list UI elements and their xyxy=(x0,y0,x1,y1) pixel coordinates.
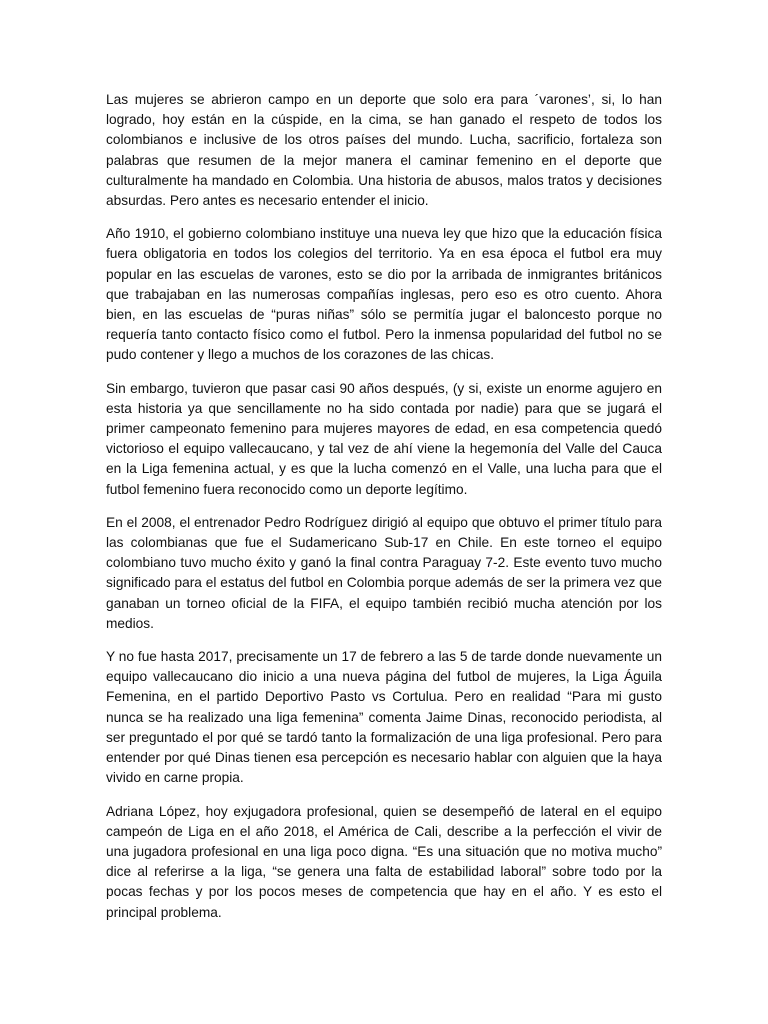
paragraph-first-championship: Sin embargo, tuvieron que pasar casi 90 años después, (y si, existe un enorme agujero en esta historia ya que sencillamente no ha sido contada por nadie) para que se jugará el primer campeonato femenino para mujeres mayores de edad, en esa competencia quedó victorioso el equipo vallecaucano, y tal vez de ahí viene la hegemonía del Valle del Cauca en la Liga femenina actual, y es que la lucha comenzó en el Valle, una lucha para que el futbol femenino fuera reconocido como un deporte legítimo. xyxy=(106,380,662,497)
document-page xyxy=(106,90,662,936)
paragraph-2008: En el 2008, el entrenador Pedro Rodríguez dirigió al equipo que obtuvo el primer título para las colombianas que fue el Sudamericano Sub-17 en Chile. En este torneo el equipo colombiano tuvo mucho éxito y ganó la final contra Paraguay 7-2. Este evento tuvo mucho significado para el estatus del futbol en Colombia porque además de ser la primera vez que ganaban un torneo oficial de la FIFA, el equipo también recibió mucha atención por los medios. xyxy=(106,514,662,631)
paragraph-2017: Y no fue hasta 2017, precisamente un 17 de febrero a las 5 de tarde donde nuevamente un equipo vallecaucano dio inicio a una nueva página del futbol de mujeres, la Liga Águila Femenina, en el partido Deportivo Pasto vs Cortulua. Pero en realidad “Para mi gusto nunca se ha realizado una liga femenina” comenta Jaime Dinas, reconocido periodista, al ser preguntado el por qué se tardó tanto la formalización de una liga profesional. Pero para entender por qué Dinas tienen esa percepción es necesario hablar con alguien que la haya vivido en carne propia. xyxy=(106,649,662,786)
paragraph-adriana-lopez: Adriana López, hoy exjugadora profesional, quien se desempeñó de lateral en el equipo campeón de Liga en el año 2018, el América de Cali, describe a la perfección el vivir de una jugadora profesional en una liga poco digna. “Es una situación que no motiva mucho” dice al referirse a la liga, “se genera una falta de estabilidad laboral” sobre todo por la pocas fechas y por los pocos meses de competencia que hay en el año. Y es esto el principal problema. xyxy=(106,803,662,920)
paragraph-intro: Las mujeres se abrieron campo en un deporte que solo era para ´varones’, si, lo han logrado, hoy están en la cúspide, en la cima, se han ganado el respeto de todos los colombianos e inclusive de los otros países del mundo. Lucha, sacrificio, fortaleza son palabras que resumen de la mejor manera el caminar femenino en el deporte que culturalmente ha mandado en Colombia. Una historia de abusos, malos tratos y decisiones absurdas. Pero antes es necesario entender el inicio. xyxy=(106,92,662,209)
paragraph-1910: Año 1910, el gobierno colombiano instituye una nueva ley que hizo que la educación física fuera obligatoria en todos los colegios del territorio. Ya en esa época el futbol era muy popular en las escuelas de varones, esto se dio por la arribada de inmigrantes británicos que trabajaban en las numerosas compañías inglesas, pero eso es otro cuento. Ahora bien, en las escuelas de “puras niñas” sólo se permitía jugar el baloncesto porque no requería tanto contacto físico como el futbol. Pero la inmensa popularidad del futbol no se pudo contener y llego a muchos de los corazones de las chicas. xyxy=(106,226,662,363)
